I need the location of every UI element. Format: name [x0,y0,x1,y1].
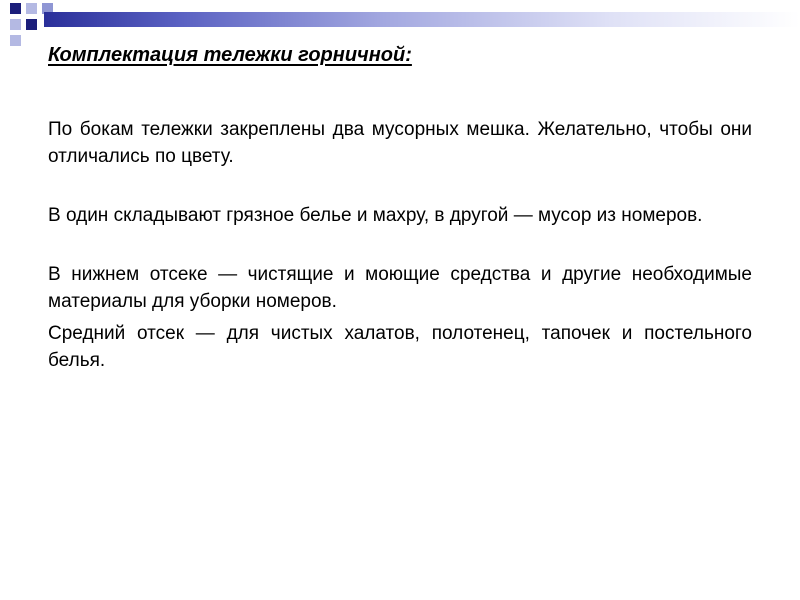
paragraph-lower-compartment: В нижнем отсеке — чистящие и моющие средства и другие необходимые материалы для уборки номеров. [48,264,752,312]
paragraph-middle-compartment: Средний отсек — для чистых халатов, полотенец, тапочек и постельного белья. [48,323,752,371]
header-gradient-bar [44,12,800,27]
decor-square [10,35,21,46]
paragraph-bags: По бокам тележки закреплены два мусорных мешка. Желательно, чтобы они отличались по цвету. [48,119,752,167]
decor-square [26,19,37,30]
paragraph-bag-usage: В один складывают грязное белье и махру, в другой — мусор из номеров. [48,205,703,226]
decor-square [10,3,21,14]
decor-square [10,19,21,30]
slide-title: Комплектация тележки горничной: [48,44,412,66]
decor-square [26,3,37,14]
